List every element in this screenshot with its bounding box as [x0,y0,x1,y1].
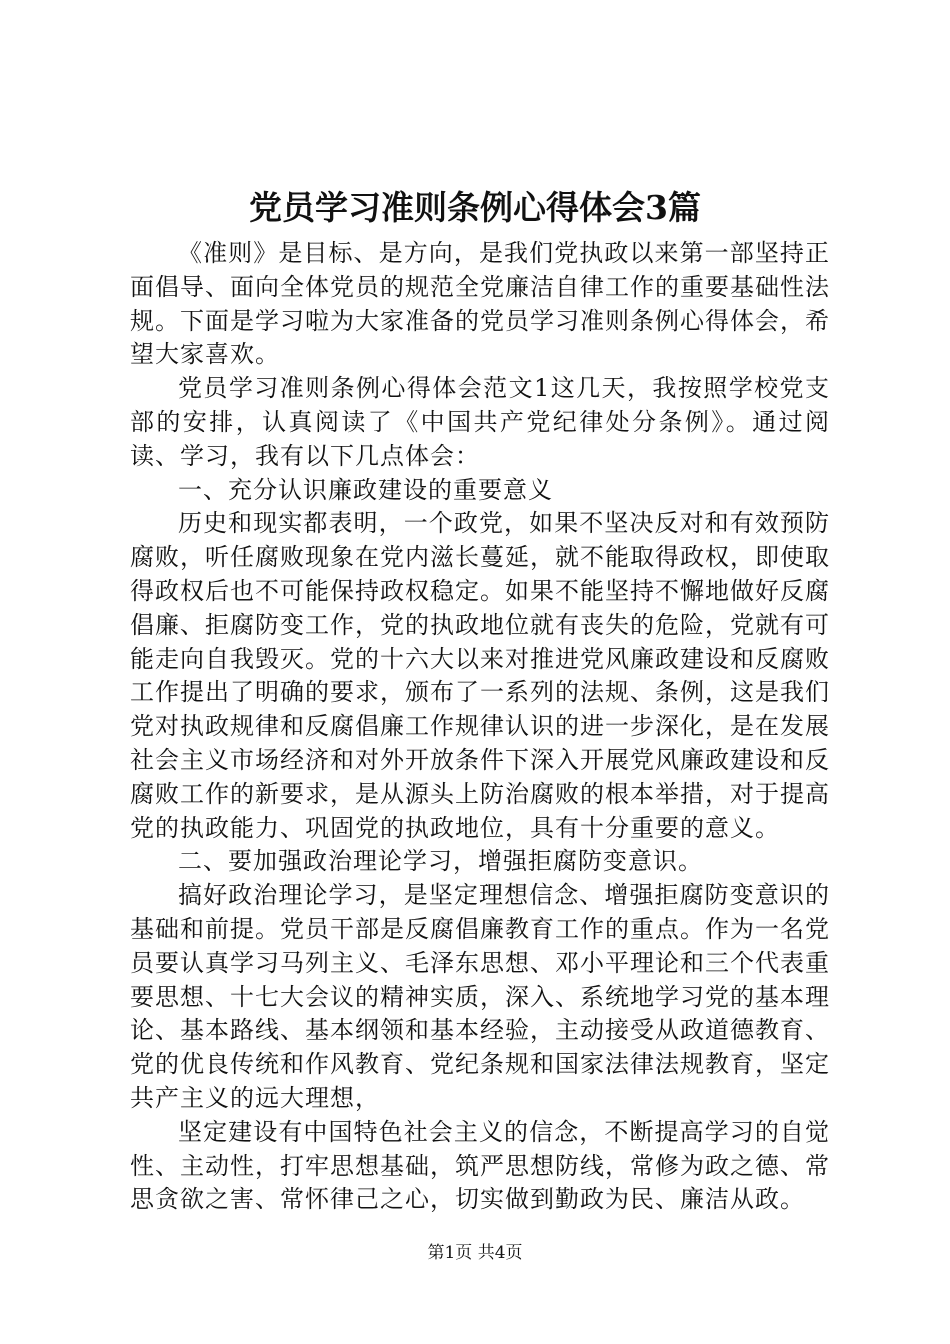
paragraph-section-2: 搞好政治理论学习，是坚定理想信念、增强拒腐防变意识的基础和前提。党员干部是反腐倡廉教育工作的重点。作为一名党员要认真学习马列主义、毛泽东思想、邓小平理论和三个代表重要思想、十七大会议的精神实质，深入、系统地学习党的基本理论、基本路线、基本纲领和基本经验，主动接受从政道德教育、党的优良传统和作风教育、党纪条规和国家法律法规教育，坚定共产主义的远大理想， [130,881,830,1112]
paragraph-essay-opening: 党员学习准则条例心得体会范文1这几天，我按照学校党支部的安排，认真阅读了《中国共产党纪律处分条例》。通过阅读、学习，我有以下几点体会： [130,374,830,470]
paragraph-intro: 《准则》是目标、是方向，是我们党执政以来第一部坚持正面倡导、面向全体党员的规范全党廉洁自律工作的重要基础性法规。下面是学习啦为大家准备的党员学习准则条例心得体会，希望大家喜欢。 [130,239,830,369]
document-title: 党员学习准则条例心得体会3篇 [249,188,701,227]
document-body [130,237,830,1217]
paragraph-section-1: 历史和现实都表明，一个政党，如果不坚决反对和有效预防腐败，听任腐败现象在党内滋长蔓延，就不能取得政权，即使取得政权后也不可能保持政权稳定。如果不能坚持不懈地做好反腐倡廉、拒腐防变工作，党的执政地位就有丧失的危险，党就有可能走向自我毁灭。党的十六大以来对推进党风廉政建设和反腐败工作提出了明确的要求，颁布了一系列的法规、条例，这是我们党对执政规律和反腐倡廉工作规律认识的进一步深化，是在发展社会主义市场经济和对外开放条件下深入开展党风廉政建设和反腐败工作的新要求，是从源头上防治腐败的根本举措，对于提高党的执政能力、巩固党的执政地位，具有十分重要的意义。 [130,509,830,842]
heading-section-1: 一、充分认识廉政建设的重要意义 [178,475,553,504]
heading-section-2: 二、要加强政治理论学习，增强拒腐防变意识。 [178,847,703,876]
paragraph-section-2-cont: 坚定建设有中国特色社会主义的信念，不断提高学习的自觉性、主动性，打牢思想基础，筑严思想防线，常修为政之德、常思贪欲之害、常怀律己之心，切实做到勤政为民、廉洁从政。 [130,1117,830,1214]
page-footer: 第1页 共4页 [427,1243,523,1263]
